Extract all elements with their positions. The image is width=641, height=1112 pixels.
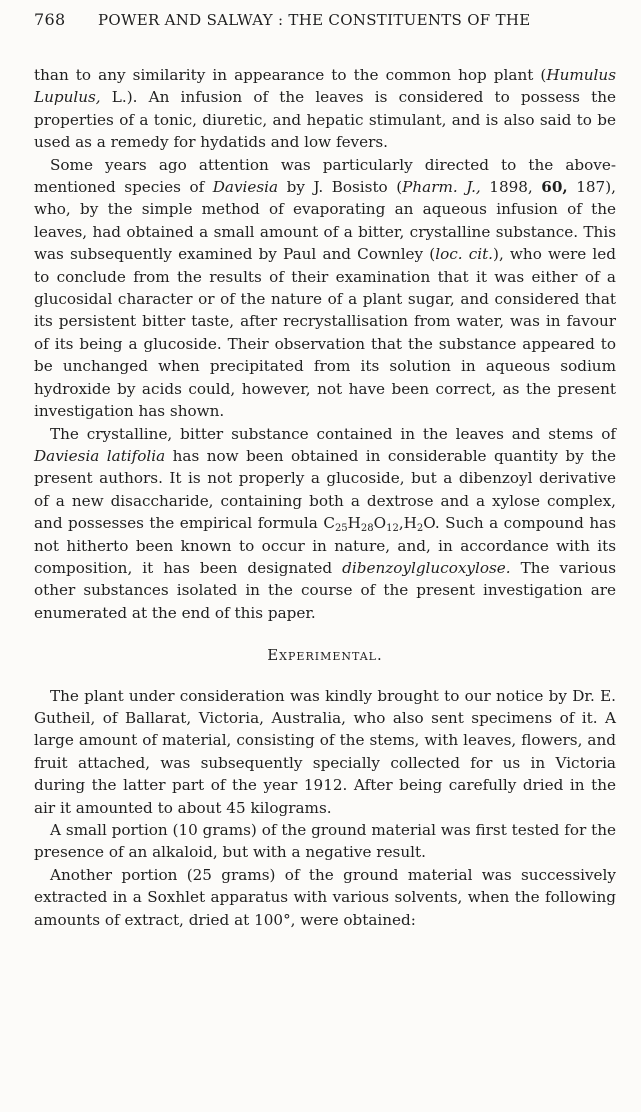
running-header bbox=[34, 10, 624, 36]
section-heading: Experimental. bbox=[267, 646, 383, 665]
paragraph-crystalline bbox=[34, 423, 616, 625]
compound-name: dibenzoylglucoxylose. bbox=[342, 558, 511, 577]
formula-part: ,H bbox=[398, 514, 417, 533]
journal-citation: Pharm. J., bbox=[402, 178, 481, 197]
article-body bbox=[34, 64, 616, 931]
species-name: Daviesia latifolia bbox=[34, 446, 166, 465]
species-name: Humulus Lupulus, bbox=[34, 66, 616, 107]
page-number: 768 bbox=[34, 10, 66, 29]
paragraph-continued bbox=[34, 64, 616, 154]
formula-subscript: 12 bbox=[386, 523, 399, 535]
text-run: L.). An infusion of the leaves is considered to possess the properties of a tonic, diuretic, and hepatic stimulant, and is also said to be used as a remedy for hydatids and low fevers. bbox=[34, 88, 616, 152]
text-run: ), who were led to conclude from the results of their examination that it was either of a glucosidal character or of the nature of a plant sugar, and considered that its persistent bitter taste, after recrystallisation from water, was in favour of its being a glucoside. Their observation that the substance appeared to be unchanged when precipitated from its solution in aqueous sodium hydroxide by acids could, however, not have been correct, as the present investigation has shown. bbox=[34, 245, 616, 421]
formula-part: O. bbox=[423, 514, 440, 533]
volume-number: 60, bbox=[541, 178, 568, 197]
paragraph-soxhlet: Another portion (25 grams) of the ground material was successively extracted in a Soxhlet apparatus with various solvents, when the following amounts of extract, dried at 100°, were obtained: bbox=[34, 865, 616, 929]
text-run: has now been obtained in considerable quantity by the present authors. It is not properly a glucoside, but a dibenzoyl derivative of a new disaccharide, containing both a dextrose and a xylose complex, and possesses the empirical formula bbox=[34, 446, 617, 533]
text-run: 187), who, by the simple method of evaporating an aqueous infusion of the leaves, had obtained a small amount of a bitter, crystalline substance. This was subsequently examined by Paul and Cownley ( bbox=[34, 178, 616, 264]
chemical-formula bbox=[323, 514, 440, 535]
formula-subscript: 25 bbox=[334, 523, 348, 535]
formula-subscript: 2 bbox=[416, 523, 424, 535]
paragraph-plant: The plant under consideration was kindly brought to our notice by Dr. E. Gutheil, of Ballarat, Victoria, Australia, who also sent specimens of it. A large amount of material, consisting of the stems, with leaves, flowers, and fruit attached, was subsequently specially collected for us in Victoria during the latter part of the year 1912. After being carefully dried in the air it amounted to about 45 kilograms. bbox=[34, 686, 616, 817]
text-run: 1898, bbox=[480, 178, 542, 197]
formula-part: O bbox=[373, 514, 387, 533]
paragraph-alkaloid-test: A small portion (10 grams) of the ground material was first tested for the presence of an alkaloid, but with a negative result. bbox=[34, 821, 616, 862]
formula-part: C bbox=[323, 514, 335, 533]
text-run: The various other substances isolated in the course of the present investigation are enumerated at the end of this paper. bbox=[34, 558, 616, 622]
formula-part: H bbox=[347, 514, 361, 533]
text-run: The crystalline, bitter substance contained in the leaves and stems of bbox=[50, 424, 616, 443]
text-run: Some years ago attention was particularly directed to the above-mentioned species of bbox=[34, 155, 616, 197]
genus-name: Daviesia bbox=[212, 178, 279, 197]
text-run: by J. Bosisto ( bbox=[278, 178, 403, 197]
running-title: POWER AND SALWAY : THE CONSTITUENTS OF THE bbox=[98, 11, 531, 29]
text-run: Such a compound has not hitherto been known to occur in nature, and, in accordance with its composition, it has been designated bbox=[34, 514, 616, 577]
text-run: than to any similarity in appearance to the common hop plant ( bbox=[34, 66, 547, 84]
loc-cit: loc. cit. bbox=[435, 245, 494, 264]
paragraph-bosisto bbox=[34, 154, 616, 423]
formula-subscript: 28 bbox=[360, 523, 374, 535]
